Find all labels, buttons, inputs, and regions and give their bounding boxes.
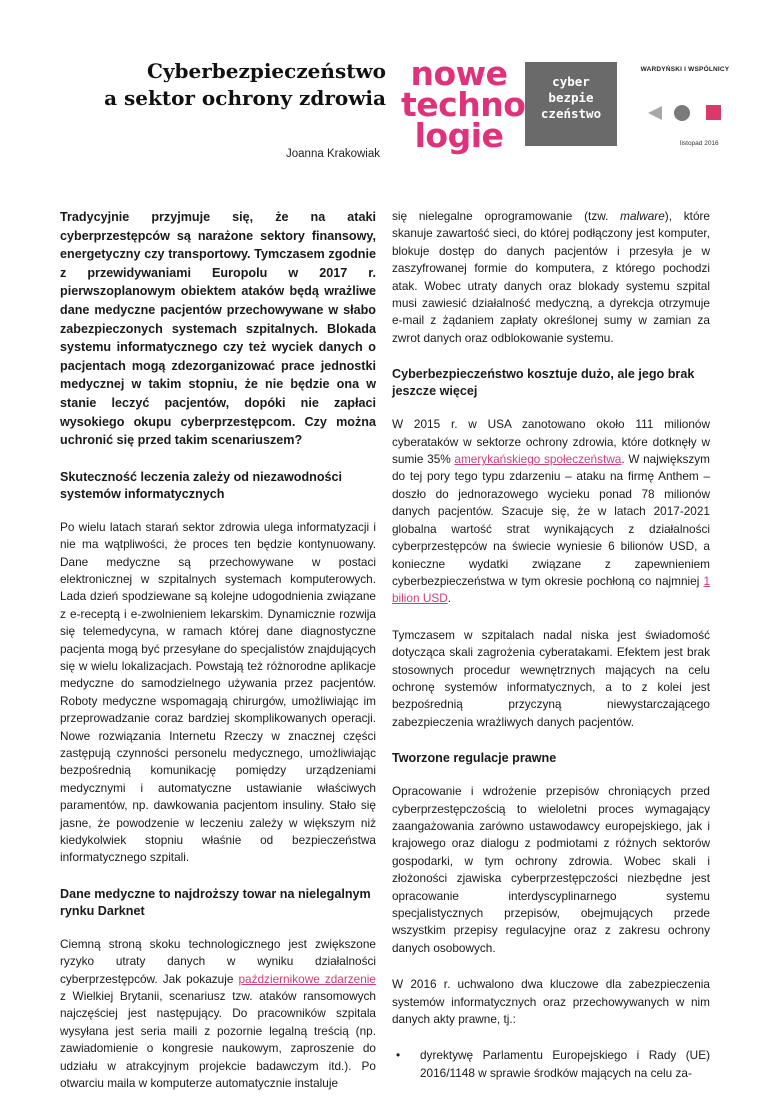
paragraph: Tymczasem w szpitalach nadal niska jest świadomość dotycząca skali zagrożenia cyberatakami. Efektem jest brak stosownych procedur wewnętrznych mających na celu ochronę systemów informatycznych, a to z kolei jest bezpośrednią przyczyną niewystarczającego zabezpieczenia wrażliwych danych pacjentów. bbox=[392, 627, 710, 729]
one-trillion-usd-link[interactable]: 1 bilion USD bbox=[392, 573, 710, 606]
section-heading: Cyberbezpieczeństwo kosztuje dużo, ale jego brak jeszcze więcej bbox=[392, 367, 695, 399]
title-line-2: a sektor ochrony zdrowia bbox=[104, 86, 386, 110]
right-column bbox=[392, 208, 710, 1101]
text-run: się nielegalne oprogramowanie (tzw. bbox=[392, 209, 621, 223]
malware-term: malware bbox=[620, 209, 665, 223]
cyberbezpieczenstwo-logo bbox=[525, 62, 617, 146]
logo-cyber-line: bezpie bbox=[548, 90, 594, 105]
text-run: Ciemną stroną skoku technologicznego jest zwiększone ryzyko utraty danych w wyniku działalności cyberprzestępców. Jak pokazuje bbox=[60, 936, 376, 986]
text-run: . W największym do tej pory tego typu zdarzeniu – ataku na firmę Anthem – doszło do jednorazowego wycieku ponad 78 milionów danych pacjentów. Szacuje się, że w latach 2017-2021 globalna wartość strat wynikających z działalności cyberprzestępców na świecie wyniesie 6 bilionów USD, a konieczne wydatki związane z zapewnieniem cyberbezpieczeństwa w tym okresie pochłoną co najmniej bbox=[392, 452, 710, 588]
paragraph: W 2016 r. uchwalono dwa kluczowe dla zabezpieczenia systemów informatycznych oraz przechowywanych w nim danych akty prawne, tj.: bbox=[392, 977, 710, 1027]
logo-nowe-line: techno bbox=[401, 85, 526, 124]
page-title bbox=[60, 58, 386, 112]
square-icon bbox=[706, 105, 721, 120]
logo-nowe-line: nowe bbox=[410, 54, 508, 93]
american-society-link[interactable]: amerykańskiego społeczeństwa bbox=[454, 452, 622, 467]
text-run: W 2015 r. w USA zanotowano około 111 milionów cyberataków w sektorze ochrony zdrowia, które dotknęły w sumie 35% bbox=[392, 417, 710, 467]
logo-cyber-line: czeństwo bbox=[540, 106, 602, 121]
paragraph: Opracowanie i wdrożenie przepisów chroniących przed cyberprzestępczością to wieloletni proces wymagający zaangażowania zarówno ustawodawcy europejskiego, jak i krajowego oraz dialogu z podmiotami z różnych sektorów gospodarki, w tym ochrony zdrowia. Wobec skali i złożoności zjawiska cyberprzestępczości niezbędne jest opracowanie interdyscyplinarnego systemu specjalistycznych przepisów, obejmujących przede wszystkim przepisy regulacyjne oraz z zakresu ochrony danych osobowych. bbox=[392, 784, 710, 955]
left-column bbox=[60, 208, 376, 1112]
firm-logo-shapes bbox=[648, 104, 748, 124]
paragraph: Po wielu latach starań sektor zdrowia ulega informatyzacji i nie ma wątpliwości, że proces ten będzie kontynuowany. Dane medyczne są przechowywane w postaci elektronicznej w szpitalnych systemach komputerowych. Lada dzień spodziewane są kolejne udogodnienia związane z e-receptą i e-zwolnieniem lekarskim. Dynamicznie rozwija się telemedycyna, w ramach której dane diagnostyczne pacjenta mogą być przesyłane do specjalistów znajdujących się w wielu lokalizacjach. Powstają też różnorodne aplikacje medyczne do samodzielnego używania przez pacjentów. Roboty medyczne wspomagają chirurgów, umożliwiając im przeprowadzanie coraz bardziej skomplikowanych operacji. Nowe rozwiązania Internetu Rzeczy w znacznej części zastępują czynności personelu medycznego, umożliwiając bezpośrednią komunikację pomiędzy urządzeniami medycznymi i automatyczne ustawianie właściwych paramentów, np. dawkowania pacjentom insuliny. Stało się jasne, że powodzenie w leczeniu zależy w większym niż kiedykolwiek stopniu właśnie od bezpieczeństwa informatycznego szpitali. bbox=[60, 519, 376, 865]
list-item-text: dyrektywę Parlamentu Europejskiego i Rady (UE) 2016/1148 w sprawie środków mających na celu za- bbox=[420, 1048, 710, 1080]
author: Joanna Krakowiak bbox=[286, 148, 380, 160]
logo-nowe-line: logie bbox=[414, 116, 504, 155]
bullet-icon: • bbox=[396, 1048, 401, 1063]
paragraph bbox=[60, 936, 376, 1093]
firm-name: WARDYŃSKI I WSPÓLNICY bbox=[640, 66, 730, 73]
nowe-technologie-logo bbox=[401, 54, 526, 155]
text-run: z Wielkiej Brytanii, scenariusz tzw. ataków ransomowych najczęściej jest następujący. Do pracowników szpitala wysyłana jest seria maili z pozornie legalną treścią (np. zawiadomienie o kongresie naukowym, zaproszenie do udziału w atrakcyjnym projekcie badawczym itd.). Po otwarciu maila w komputerze automatycznie instaluje bbox=[60, 989, 376, 1091]
publication-date: listopad 2016 bbox=[680, 140, 719, 147]
section-heading: Skuteczność leczenia zależy od niezawodności systemów informatycznych bbox=[60, 469, 343, 501]
paragraph bbox=[392, 416, 710, 607]
circle-icon bbox=[674, 105, 690, 121]
section-heading: Dane medyczne to najdroższy towar na nielegalnym rynku Darknet bbox=[60, 886, 371, 918]
text-run: . bbox=[447, 591, 452, 606]
logo-cyber-line: cyber bbox=[552, 74, 590, 89]
paragraph bbox=[392, 208, 710, 347]
october-incident-link[interactable]: październikowe zdarzenie bbox=[238, 971, 376, 986]
section-heading: Tworzone regulacje prawne bbox=[392, 751, 557, 766]
text-run: ), które skanuje zawartość sieci, do której podłączony jest komputer, blokuje dostęp do danych pacjentów i przesyła je w zaszyfrowanej formie do komputera, z którego pochodzi atak. Wobec utraty danych oraz blokady systemu szpital musi zawiesić działalność medyczną, a dyrekcja otrzymuje e-mail z żądaniem zapłaty określonej sumy w zamian za zwrot danych oraz odblokowanie systemu. bbox=[392, 209, 710, 345]
triangle-icon bbox=[648, 106, 662, 120]
title-line-1: Cyberbezpieczeństwo bbox=[146, 59, 386, 83]
lead-paragraph: Tradycyjnie przyjmuje się, że na ataki cyberprzestępców są narażone sektory finansowy, energetyczny czy transportowy. Tymczasem zgodnie z przewidywaniami Europolu w 2017 r. pierwszoplanowym obiektem ataków będą wrażliwe dane medyczne pacjentów przechowywane w słabo zabezpieczonych systemach szpitalnych. Blokada systemu informatycznego czy też wyciek danych o pacjentach mogą zdezorganizować prace jednostki medycznej w takim stopniu, że nie będzie ona w stanie leczyć pacjentów, dopóki nie zapłaci wysokiego okupu cyberprzestępcom. Czy można uchronić się przed takim scenariuszem? bbox=[60, 210, 376, 448]
list-item bbox=[392, 1047, 710, 1082]
